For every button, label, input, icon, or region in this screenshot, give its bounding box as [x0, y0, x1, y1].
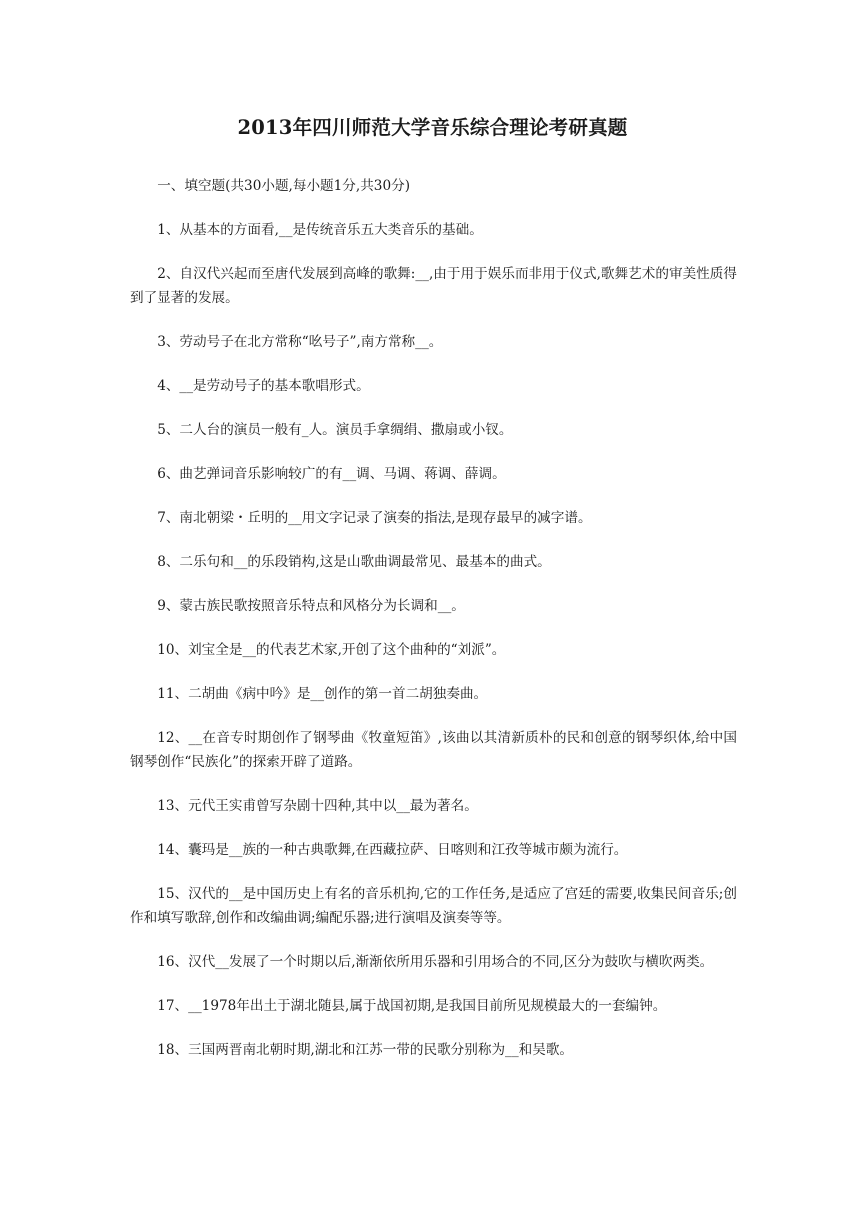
question-item: 16、汉代__发展了一个时期以后,渐渐依所用乐器和引用场合的不同,区分为鼓吹与横吹两类。 [157, 954, 714, 970]
question-item: 10、刘宝全是__的代表艺术家,开创了这个曲种的“刘派”。 [157, 642, 506, 658]
question-item: 4、__是劳动号子的基本歌唱形式。 [157, 378, 370, 394]
page-title: 2013年四川师范大学音乐综合理论考研真题 [237, 116, 628, 139]
section-heading: 一、填空题(共30小题,每小题1分,共30分) [157, 178, 410, 194]
question-item: 5、二人台的演员一般有_人。演员手拿绸绢、撒扇或小钗。 [157, 422, 513, 438]
question-item: 12、__在音专时期创作了钢琴曲《牧童短笛》,该曲以其清新质朴的民和创意的钢琴织体,给中国钢琴创作“民族化”的探索开辟了道路。 [130, 730, 737, 770]
question-item: 3、劳动号子在北方常称“吆号子”,南方常称__。 [157, 334, 443, 350]
question-item: 17、__1978年出土于湖北随县,属于战国初期,是我国目前所见规模最大的一套编钟。 [157, 998, 667, 1014]
question-item: 7、南北朝梁・丘明的__用文字记录了演奏的指法,是现存最早的减字谱。 [157, 510, 592, 526]
question-item: 8、二乐句和__的乐段销构,这是山歌曲调最常见、最基本的曲式。 [157, 554, 551, 570]
question-item: 11、二胡曲《病中吟》是__创作的第一首二胡独奏曲。 [157, 686, 488, 702]
question-item: 1、从基本的方面看,__是传统音乐五大类音乐的基础。 [157, 222, 483, 238]
question-item: 2、自汉代兴起而至唐代发展到高峰的歌舞:__,由于用于娱乐而非用于仪式,歌舞艺术的审美性质得到了显著的发展。 [130, 266, 737, 306]
document-body [130, 174, 737, 1062]
question-item: 9、蒙古族民歌按照音乐特点和风格分为长调和__。 [157, 598, 465, 614]
question-item: 14、囊玛是__族的一种古典歌舞,在西藏拉萨、日喀则和江孜等城市颇为流行。 [157, 842, 628, 858]
question-item: 18、三国两晋南北朝时期,湖北和江苏一带的民歌分别称为__和吴歌。 [157, 1042, 574, 1058]
question-item: 6、曲艺弹词音乐影响较广的有__调、马调、蒋调、薛调。 [157, 466, 506, 482]
question-item: 15、汉代的__是中国历史上有名的音乐机拘,它的工作任务,是适应了宫廷的需要,收集民间音乐;创作和填写歌辞,创作和改编曲调;编配乐器;进行演唱及演奏等等。 [130, 886, 737, 926]
question-item: 13、元代王实甫曾写杂剧十四种,其中以__最为著名。 [157, 798, 478, 814]
